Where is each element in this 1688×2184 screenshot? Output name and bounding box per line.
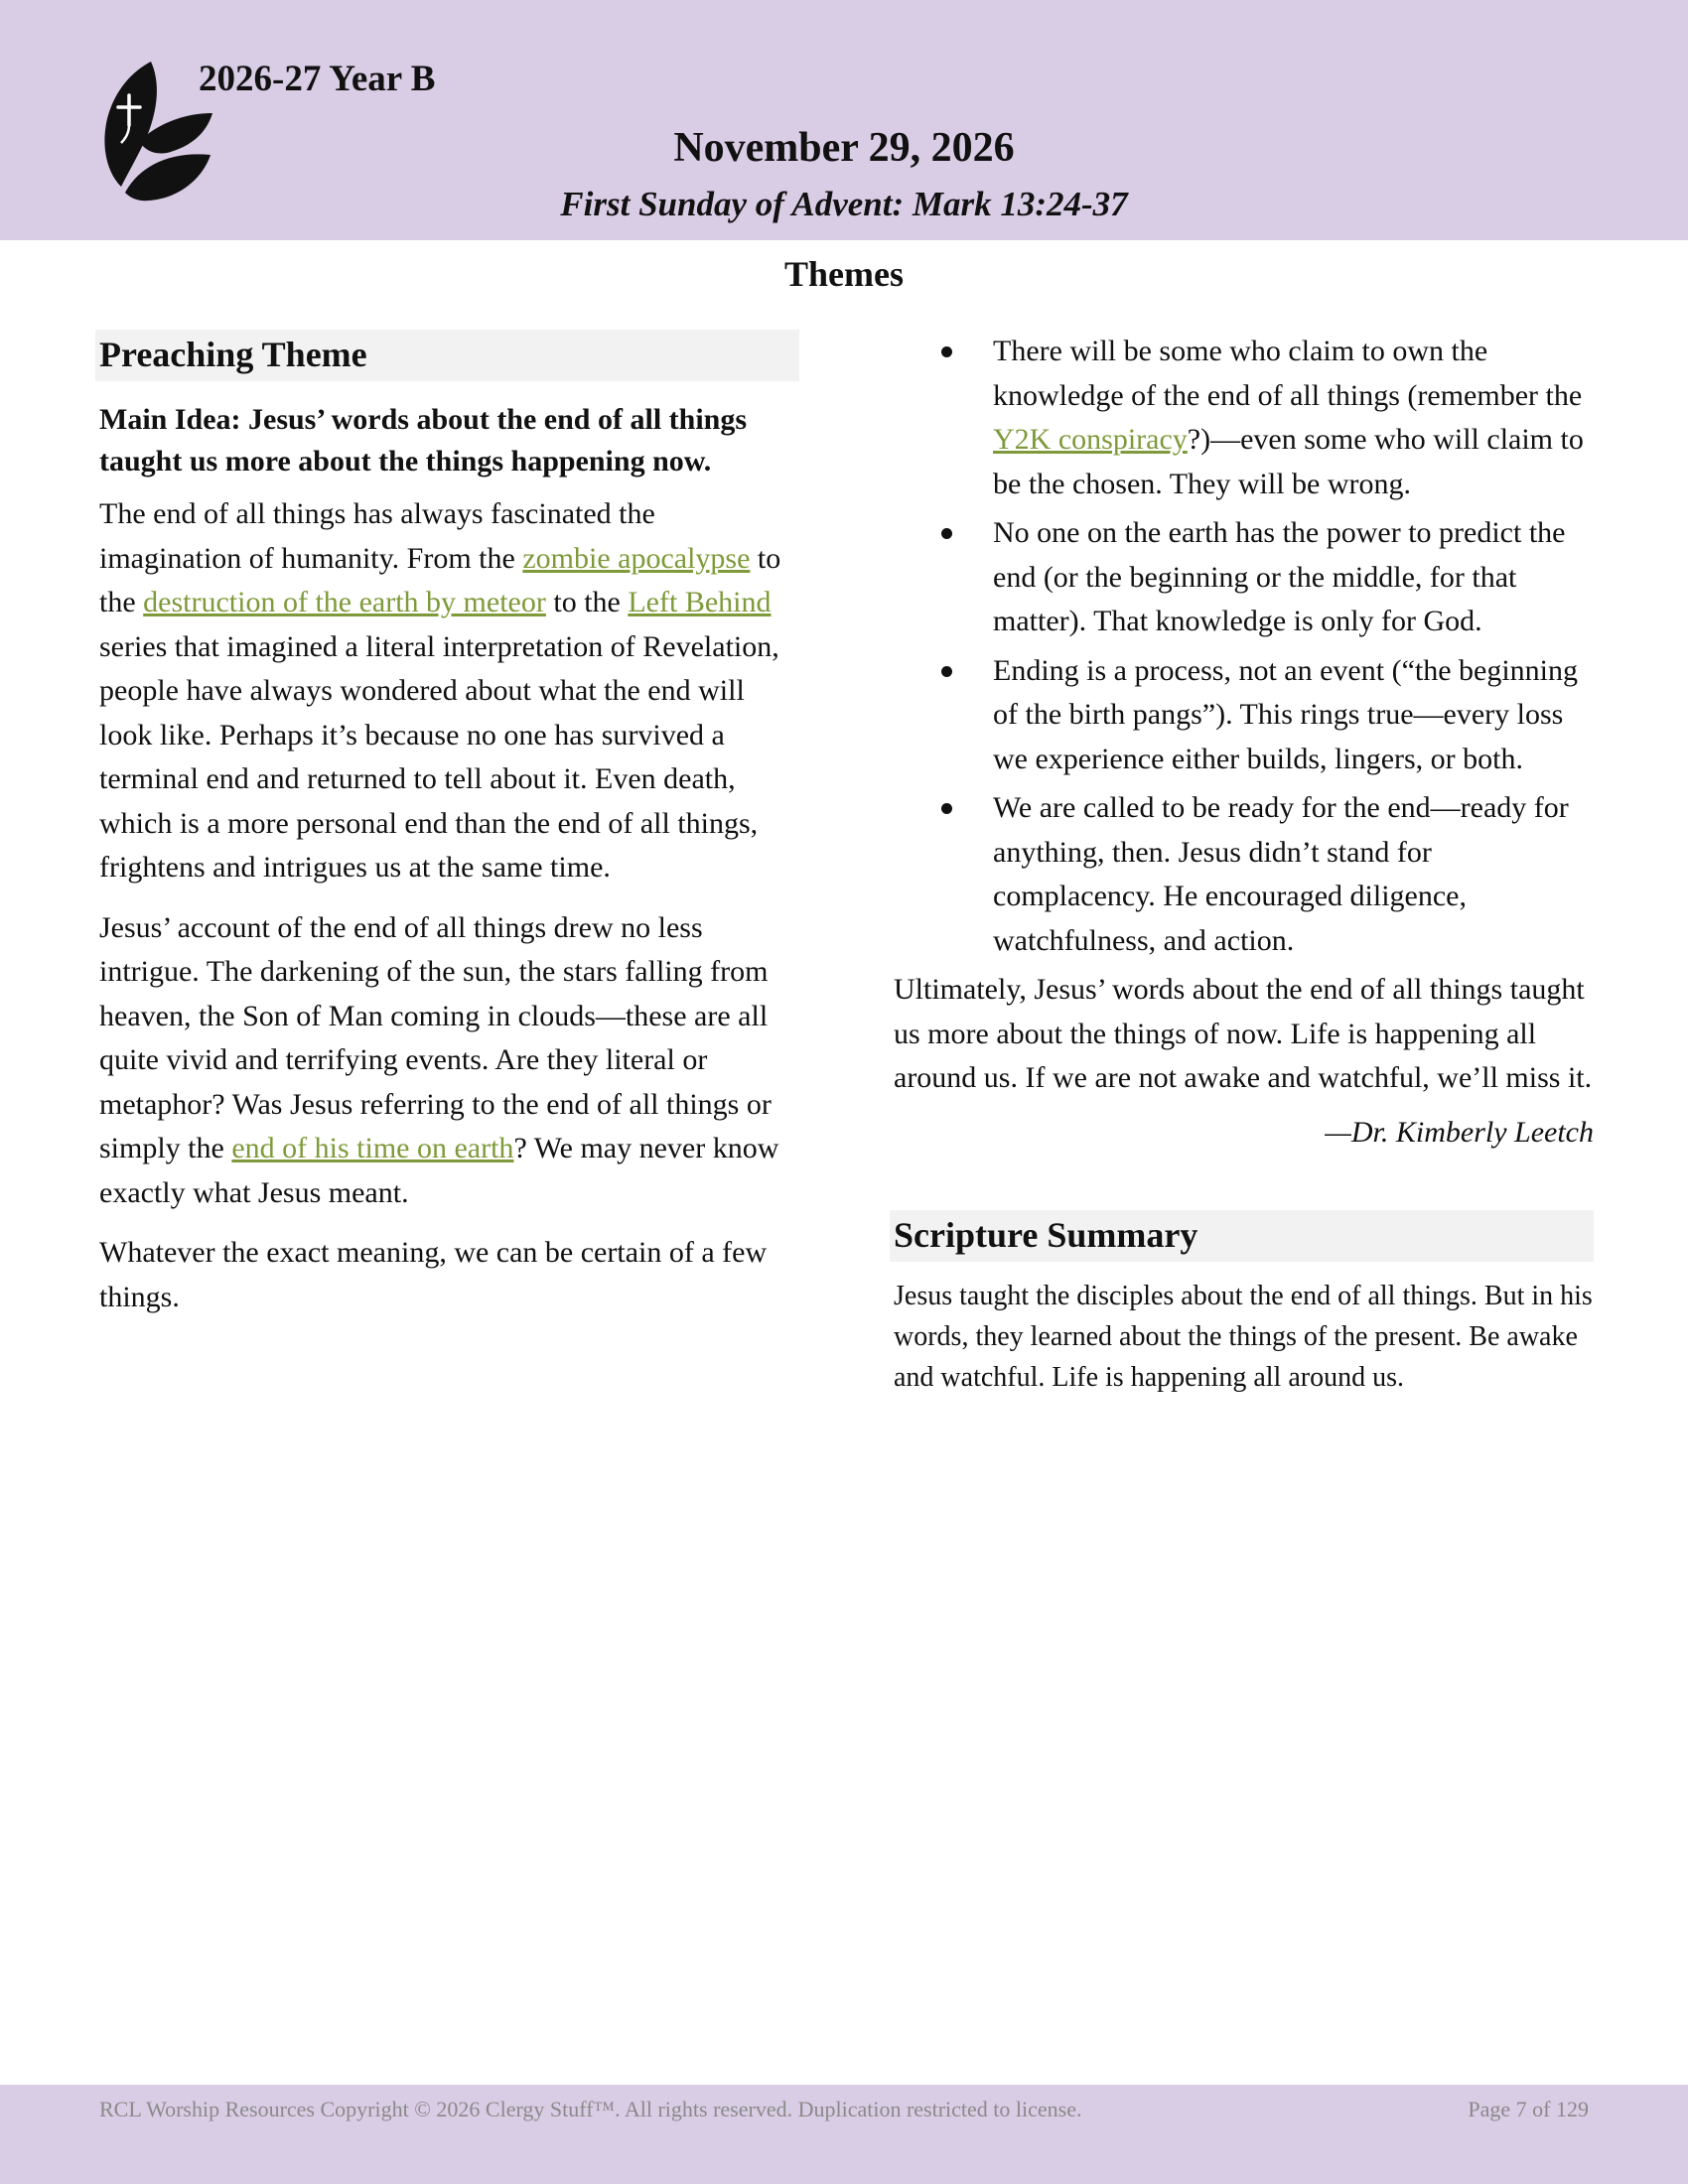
paragraph-text: to the: [99, 541, 781, 618]
paragraph-text: ? We may never know exactly what Jesus meant.: [99, 1132, 779, 1209]
bullet-icon: [941, 666, 952, 677]
paragraph-text: series that imagined a literal interpretation of Revelation, people have always wondered about what the end will look like. Perhaps it’s because no one has survived a terminal end and returned to tell about it. Even death, which is a more personal end than the end of all things, frightens and intrigues us at the same time.: [99, 629, 779, 884]
meteor-link[interactable]: destruction of the earth by meteor: [143, 586, 546, 618]
date-title: November 29, 2026: [673, 125, 1015, 171]
zombie-apocalypse-link[interactable]: zombie apocalypse: [522, 541, 751, 575]
conclusion-paragraph: Ultimately, Jesus’ words about the end of all things taught us more about the things of now. Life is happening all around us. If we are not awake and watchful, we’ll miss it.: [894, 973, 1593, 1094]
end-of-his-time-link[interactable]: end of his time on earth: [231, 1132, 514, 1164]
bullet-text: There will be some who claim to own the knowledge of the end of all things (remember the: [993, 335, 1583, 412]
bullet-list: [894, 330, 1594, 963]
bullet-text: We are called to be ready for the end—ready for anything, then. Jesus didn’t stand for complacency. He encouraged diligence, watchfulness, and action.: [993, 791, 1569, 957]
y2k-link[interactable]: Y2K conspiracy: [993, 423, 1188, 456]
year-label: 2026-27 Year B: [199, 59, 436, 99]
bullet-icon: [941, 803, 952, 814]
paragraph-2: [99, 906, 799, 1216]
footer-copyright: RCL Worship Resources Copyright © 2026 Clergy Stuff™. All rights reserved. Duplication restricted to license.: [99, 2097, 1082, 2121]
page-number: Page 7 of 129: [1468, 2097, 1589, 2121]
paragraph-1: [99, 492, 799, 890]
bullet-icon: [941, 528, 952, 539]
paragraph-text: The end of all things has always fascinated the imagination of humanity. From the: [99, 497, 655, 575]
paragraph-3: Whatever the exact meaning, we can be certain of a few things.: [99, 1236, 768, 1313]
author-attribution: —Dr. Kimberly Leetch: [1325, 1115, 1594, 1149]
subtitle: First Sunday of Advent: Mark 13:24-37: [560, 185, 1128, 223]
paragraph-text: to the: [545, 586, 629, 618]
list-item: [894, 511, 1594, 644]
bullet-text: Ending is a process, not an event (“the beginning of the birth pangs”). This rings true—every loss we experience either builds, lingers, or both.: [993, 653, 1579, 775]
scripture-summary-text: Jesus taught the disciples about the end of all things. But in his words, they learned about the things of the present. Be awake and watchful. Life is happening all around us.: [894, 1281, 1593, 1393]
list-item: [894, 786, 1594, 963]
scripture-summary-heading: Scripture Summary: [890, 1210, 1594, 1262]
bullet-text: ?)—even some who will claim to be the chosen. They will be wrong.: [993, 423, 1584, 500]
preaching-theme-heading: Preaching Theme: [95, 330, 799, 381]
list-item: [894, 649, 1594, 782]
bullet-text: No one on the earth has the power to predict the end (or the beginning or the middle, for that matter). That knowledge is only for God.: [993, 516, 1566, 637]
paragraph-text: Jesus’ account of the end of all things drew no less intrigue. The darkening of the sun, the stars falling from heaven, the Son of Man coming in clouds—these are all quite vivid and terrifying events. Are they literal or metaphor? Was Jesus referring to the end of all things or simply the: [99, 910, 772, 1164]
left-behind-link[interactable]: Left Behind: [628, 586, 772, 618]
main-idea: Main Idea: Jesus’ words about the end of all things taught us more about the things happening now.: [99, 403, 748, 478]
left-column: [99, 330, 799, 1335]
list-item: [894, 330, 1594, 506]
bullet-icon: [941, 346, 952, 357]
right-column: [894, 330, 1594, 1398]
themes-heading: Themes: [784, 254, 904, 294]
